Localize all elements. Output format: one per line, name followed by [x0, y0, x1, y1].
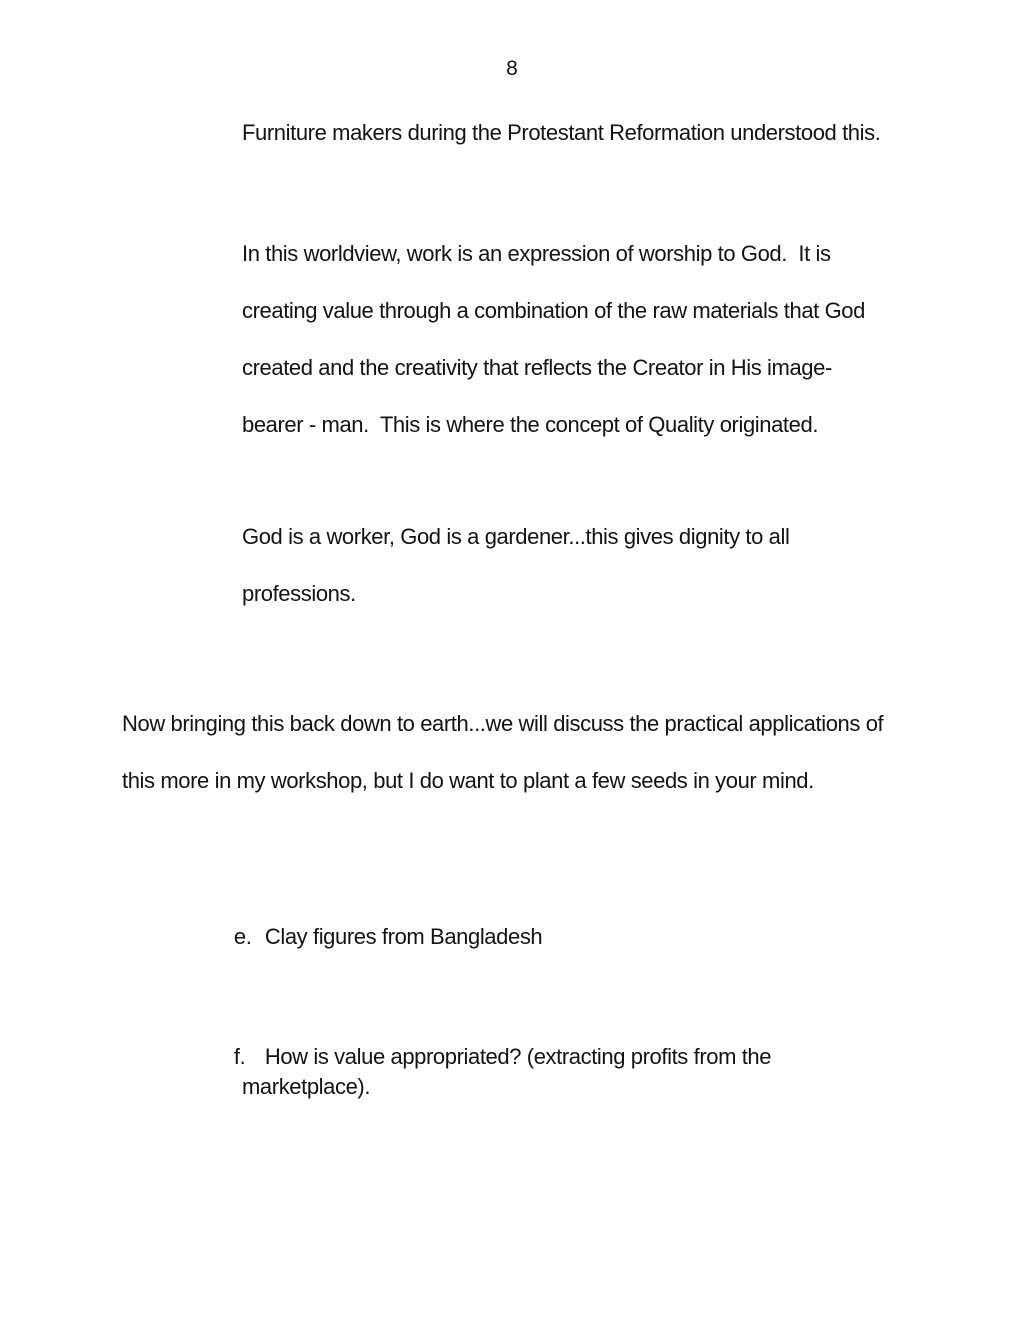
- paragraph-2-line-1: In this worldview, work is an expression of worship to God. It is: [242, 241, 831, 266]
- page-number: 8: [506, 57, 518, 80]
- paragraph-2-line-3: created and the creativity that reflects the Creator in His image-: [242, 355, 832, 380]
- paragraph-3-line-2: professions.: [242, 581, 356, 606]
- paragraph-2-line-4: bearer - man. This is where the concept of Quality originated.: [242, 412, 819, 437]
- list-item-e-text: Clay figures from Bangladesh: [264, 924, 543, 949]
- paragraph-4-line-1: Now bringing this back down to earth...we will discuss the practical applications of: [122, 711, 884, 736]
- list-item-f-marker: f.: [233, 1044, 246, 1069]
- paragraph-2-line-2: creating value through a combination of the raw materials that God: [242, 298, 865, 323]
- paragraph-4-line-2: this more in my workshop, but I do want to plant a few seeds in your mind.: [122, 768, 814, 793]
- list-item-e: [211, 895, 542, 979]
- paragraph-3-line-1: God is a worker, God is a gardener...this gives dignity to all: [242, 524, 790, 549]
- list-item-e-marker: e.: [233, 924, 252, 949]
- list-item-f-line-1: How is value appropriated? (extracting profits from the: [264, 1044, 772, 1069]
- list-item-f-line-2: marketplace).: [242, 1074, 371, 1099]
- paragraph-1-line-1: Furniture makers during the Protestant Reformation understood this.: [242, 120, 881, 145]
